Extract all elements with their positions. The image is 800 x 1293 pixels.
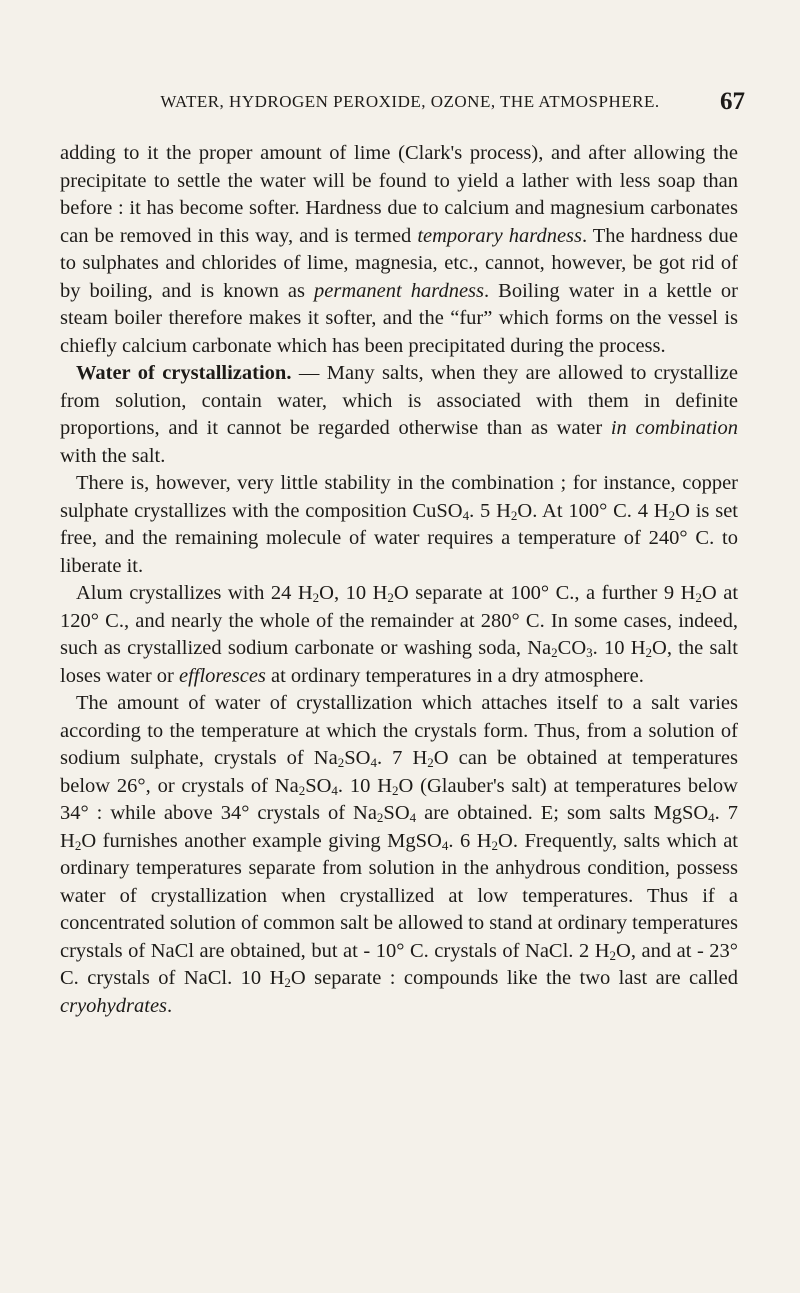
term-permanent-hardness: permanent hardness <box>314 279 485 302</box>
paragraph-alum: Alum crystallizes with 24 $H_2O$, 10 $H_2O$ separate at 100° C., a further 9 $H_2O$ at 120° C., and nearly the whole of the remainder at 280° C. In some cases, indeed, such as crystallized sodium carbonate or washing soda, $Na_2CO_3$. 10 $H_2O$, the salt loses water or effloresces at ordinary temperatures in a dry atmosphere. <box>60 582 739 687</box>
paragraph-water-of-crystallization: Water of crystallization. — Many salts, when they are allowed to crystallize from solution, contain water, which is associated with them in definite proportions, and it cannot be regarded otherwise than as water in combination with the salt. <box>60 362 738 467</box>
body-text <box>60 140 738 1020</box>
term-effloresces: effloresces <box>178 664 266 687</box>
running-head <box>110 88 745 120</box>
page-number: 67 <box>720 88 745 115</box>
term-in-combination: in combination <box>610 417 738 439</box>
paragraph-copper-sulphate: There is, however, very little stability in the combination ; for instance, copper sulphate crystallizes with the composition CuSO$_4$. 5 $H_2O$. At 100° C. 4 $H_2O$ is set free, and the remaining molecule of water requires a temperature of 240° C. to liberate it. <box>60 472 738 577</box>
running-title: WATER, HYDROGEN PEROXIDE, OZONE, THE ATMOSPHERE. <box>160 92 660 111</box>
term-temporary-hardness: temporary hardness <box>417 224 582 247</box>
section-heading: Water of crystallization. <box>76 362 292 384</box>
paragraph-hardness: adding to it the proper amount of lime (Clark's process), and after allowing the precipitate to settle the water will be found to yield a lather with less soap than before : it has become softer. Hardness due to calcium and magnesium carbonates can be removed in this way, and is termed temporary hardness. The hardness due to sulphates and chlorides of lime, magnesia, etc., cannot, however, be got rid of by boiling, and is known as permanent hardness. Boiling water in a kettle or steam boiler therefore makes it softer, and the “fur” which forms on the vessel is chiefly calcium carbonate which has been precipitated during the process. <box>60 142 738 357</box>
paragraph-temperature-dependence: The amount of water of crystallization which attaches itself to a salt varies according to the temperature at which the crystals form. Thus, from a solution of sodium sulphate, crystals of $Na_2SO_4$. 7 $H_2O$ can be obtained at temperatures below 26°, or crystals of $Na_2SO_4$. 10 $H_2O$ (Glauber's salt) at temperatures below 34° : while above 34° crystals of $Na_2SO_4$ are obtained. E; som salts MgSO$_4$. 7 $H_2O$ furnishes another example giving MgSO$_4$. 6 $H_2O$. Frequently, salts which at ordinary temperatures separate from solution in the anhydrous condition, possess water of crystallization when crystallized at low temperatures. Thus if a concentrated solution of common salt be allowed to stand at ordinary temperatures crystals of NaCl are obtained, but at - 10° C. crystals of NaCl. 2 $H_2O$, and at - 23° C. crystals of NaCl. 10 $H_2O$ separate : compounds like the two last are called cryohydrates. <box>60 692 739 1017</box>
term-cryohydrates: cryohydrates <box>60 994 168 1017</box>
